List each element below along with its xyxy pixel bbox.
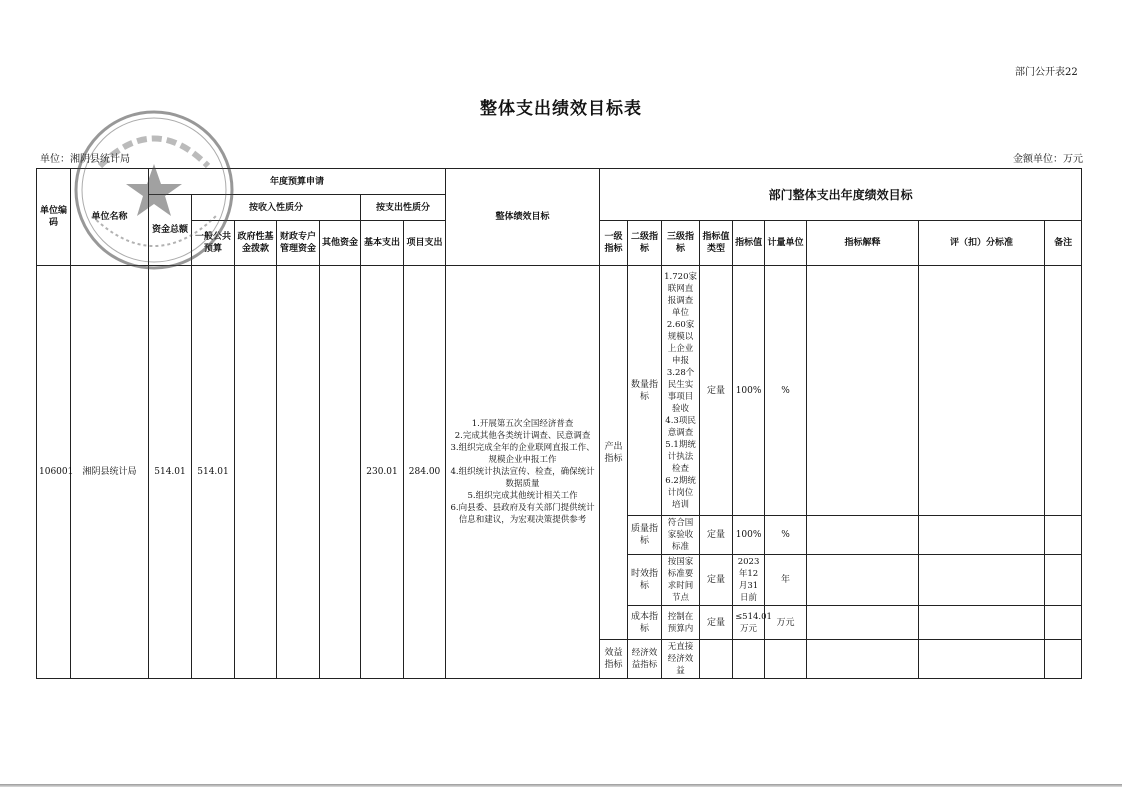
header-level1: 一级指标 — [600, 221, 628, 266]
cell-basic-exp: 230.01 — [361, 266, 404, 679]
unit-label: 单位：湘阴县统计局 — [40, 154, 130, 165]
cell-remark-1 — [1045, 516, 1082, 555]
cell-unit-4 — [765, 640, 807, 679]
cell-unit-3: 万元 — [765, 606, 807, 640]
cell-type-0: 定量 — [700, 266, 733, 516]
scan-edge-line — [0, 784, 1122, 787]
cell-value-2: 2023年12月31日前 — [733, 555, 765, 606]
header-basic-exp: 基本支出 — [361, 221, 404, 266]
cell-level3-3: 控制在预算内 — [662, 606, 700, 640]
cell-value-4 — [733, 640, 765, 679]
form-number: 部门公开表22 — [1015, 67, 1078, 78]
header-measure-unit: 计量单位 — [765, 221, 807, 266]
cell-project-exp: 284.00 — [404, 266, 446, 679]
cell-special-mgmt — [277, 266, 320, 679]
header-remark: 备注 — [1045, 221, 1082, 266]
cell-explanation-1 — [807, 516, 919, 555]
cell-type-4 — [700, 640, 733, 679]
header-dept-goals: 部门整体支出年度绩效目标 — [600, 169, 1082, 221]
cell-general-public: 514.01 — [192, 266, 235, 679]
header-general-public: 一般公共预算 — [192, 221, 235, 266]
cell-scoring-2 — [919, 555, 1045, 606]
cell-explanation-2 — [807, 555, 919, 606]
header-other-funds: 其他资金 — [320, 221, 361, 266]
cell-unit-2: 年 — [765, 555, 807, 606]
official-seal-stamp — [70, 106, 238, 274]
cell-unit-0: % — [765, 266, 807, 516]
cell-output-indicator: 产出指标 — [600, 266, 628, 640]
cell-level2-3: 成本指标 — [628, 606, 662, 640]
cell-unit-1: % — [765, 516, 807, 555]
cell-benefit-indicator: 效益指标 — [600, 640, 628, 679]
cell-value-1: 100% — [733, 516, 765, 555]
cell-remark-2 — [1045, 555, 1082, 606]
cell-level3-0: 1.720家联网直报调查单位 2.60家规模以上企业申报 3.28个民生实事项目验收 4.3项民意调查 5.1期统计执法检查 6.2期统计岗位培训 — [662, 266, 700, 516]
header-project-exp: 项目支出 — [404, 221, 446, 266]
header-total: 资金总额 — [149, 195, 192, 266]
cell-remark-4 — [1045, 640, 1082, 679]
cell-scoring-0 — [919, 266, 1045, 516]
cell-explanation-0 — [807, 266, 919, 516]
cell-explanation-4 — [807, 640, 919, 679]
header-gov-fund: 政府性基金拨款 — [235, 221, 277, 266]
header-overall-goal: 整体绩效目标 — [446, 169, 600, 266]
cell-type-2: 定量 — [700, 555, 733, 606]
page-title: 整体支出绩效目标表 — [480, 99, 642, 119]
cell-remark-0 — [1045, 266, 1082, 516]
cell-value-3: ≤514.01万元 — [733, 606, 765, 640]
cell-value-0: 100% — [733, 266, 765, 516]
cell-level3-4: 无直接经济效益 — [662, 640, 700, 679]
cell-unit-code: 106001 — [37, 266, 71, 679]
cell-total: 514.01 — [149, 266, 192, 679]
header-scoring: 评（扣）分标准 — [919, 221, 1045, 266]
cell-level2-4: 经济效益指标 — [628, 640, 662, 679]
cell-level3-1: 符合国家验收标准 — [662, 516, 700, 555]
header-level2: 二级指标 — [628, 221, 662, 266]
cell-level3-2: 按国家标准要求时间节点 — [662, 555, 700, 606]
cell-type-3: 定量 — [700, 606, 733, 640]
cell-level2-0: 数量指标 — [628, 266, 662, 516]
header-level3: 三级指标 — [662, 221, 700, 266]
header-unit-code: 单位编码 — [37, 169, 71, 266]
header-explanation: 指标解释 — [807, 221, 919, 266]
header-by-expenditure: 按支出性质分 — [361, 195, 446, 221]
header-unit-name: 单位名称 — [71, 169, 149, 266]
cell-type-1: 定量 — [700, 516, 733, 555]
cell-unit-name: 湘阴县统计局 — [71, 266, 149, 679]
cell-explanation-3 — [807, 606, 919, 640]
amount-unit-label: 金额单位：万元 — [1013, 154, 1083, 165]
header-value-type: 指标值类型 — [700, 221, 733, 266]
cell-overall-goals: 1.开展第五次全国经济普查 2.完成其他各类统计调查、民意调查 3.组织完成全年的企业联网直报工作、规模企业申报工作 4.组织统计执法宣传、检查，确保统计数据质量 5.组织完成其他统计相关工作 6.向县委、县政府及有关部门提供统计信息和建议，为宏观决策提供参考 — [446, 266, 600, 679]
cell-scoring-3 — [919, 606, 1045, 640]
cell-level2-1: 质量指标 — [628, 516, 662, 555]
cell-scoring-1 — [919, 516, 1045, 555]
header-by-income: 按收入性质分 — [192, 195, 361, 221]
header-annual-budget: 年度预算申请 — [149, 169, 446, 195]
header-value: 指标值 — [733, 221, 765, 266]
cell-level2-2: 时效指标 — [628, 555, 662, 606]
cell-other-funds — [320, 266, 361, 679]
cell-gov-fund — [235, 266, 277, 679]
cell-scoring-4 — [919, 640, 1045, 679]
cell-remark-3 — [1045, 606, 1082, 640]
header-special-mgmt: 财政专户管理资金 — [277, 221, 320, 266]
